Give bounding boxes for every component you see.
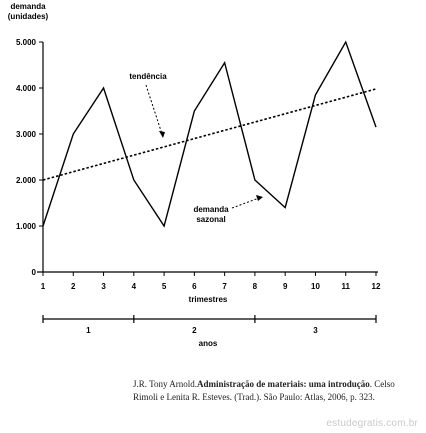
- annotation-trend-pointer: [146, 85, 162, 134]
- annotation-seasonal-arrowhead: [256, 195, 263, 201]
- trend-line: [43, 89, 376, 180]
- y-tick-label: 2.000: [15, 176, 36, 185]
- y-tick-label: 1.000: [15, 222, 36, 231]
- annotation-trend-label: tendência: [129, 72, 167, 81]
- x-tick-label: 9: [282, 282, 288, 291]
- x-tick-label: 8: [252, 282, 258, 291]
- x-tick-label: 1: [40, 282, 46, 291]
- annotation-seasonal-pointer: [232, 198, 259, 208]
- y-tick-label: 0: [31, 268, 36, 277]
- y-tick-label: 3.000: [15, 130, 36, 139]
- x-tick-label: 6: [192, 282, 197, 291]
- y-axis-label-line1: demanda: [10, 2, 46, 11]
- x-tick-label: 10: [311, 282, 320, 291]
- x-tick-label: 7: [222, 282, 227, 291]
- x-tick-label: 12: [371, 282, 381, 291]
- x-tick-label: 5: [161, 282, 167, 291]
- x-tick-label: 4: [131, 282, 137, 291]
- annotation-trend-arrowhead: [159, 131, 165, 138]
- x-tick-label: 3: [101, 282, 106, 291]
- annotation-seasonal-label-line2: sazonal: [196, 215, 226, 224]
- citation-title: Administração de materiais: uma introdução: [196, 379, 370, 389]
- y-tick-label: 4.000: [15, 84, 36, 93]
- x-tick-label: 2: [71, 282, 76, 291]
- y-tick-label: 5.000: [15, 38, 36, 47]
- citation: [133, 378, 418, 404]
- x-axis-label: trimestres: [188, 295, 228, 304]
- watermark: estudegratis.com.br: [326, 418, 418, 429]
- year-label: 3: [313, 326, 318, 335]
- year-label: 1: [86, 326, 91, 335]
- y-axis-label-line2: (unidades): [7, 12, 49, 21]
- x-tick-label: 11: [341, 282, 350, 291]
- annotation-seasonal-label-line1: demanda: [193, 205, 229, 214]
- citation-suffix: . Celso Rimoli e Lenita R. Esteves. (Trad.). São Paulo: Atlas, 2006, p. 323.: [133, 379, 395, 402]
- year-label: 2: [192, 326, 197, 335]
- years-axis-label: anos: [198, 339, 218, 348]
- citation-prefix: J.R. Tony Arnold.: [133, 379, 197, 389]
